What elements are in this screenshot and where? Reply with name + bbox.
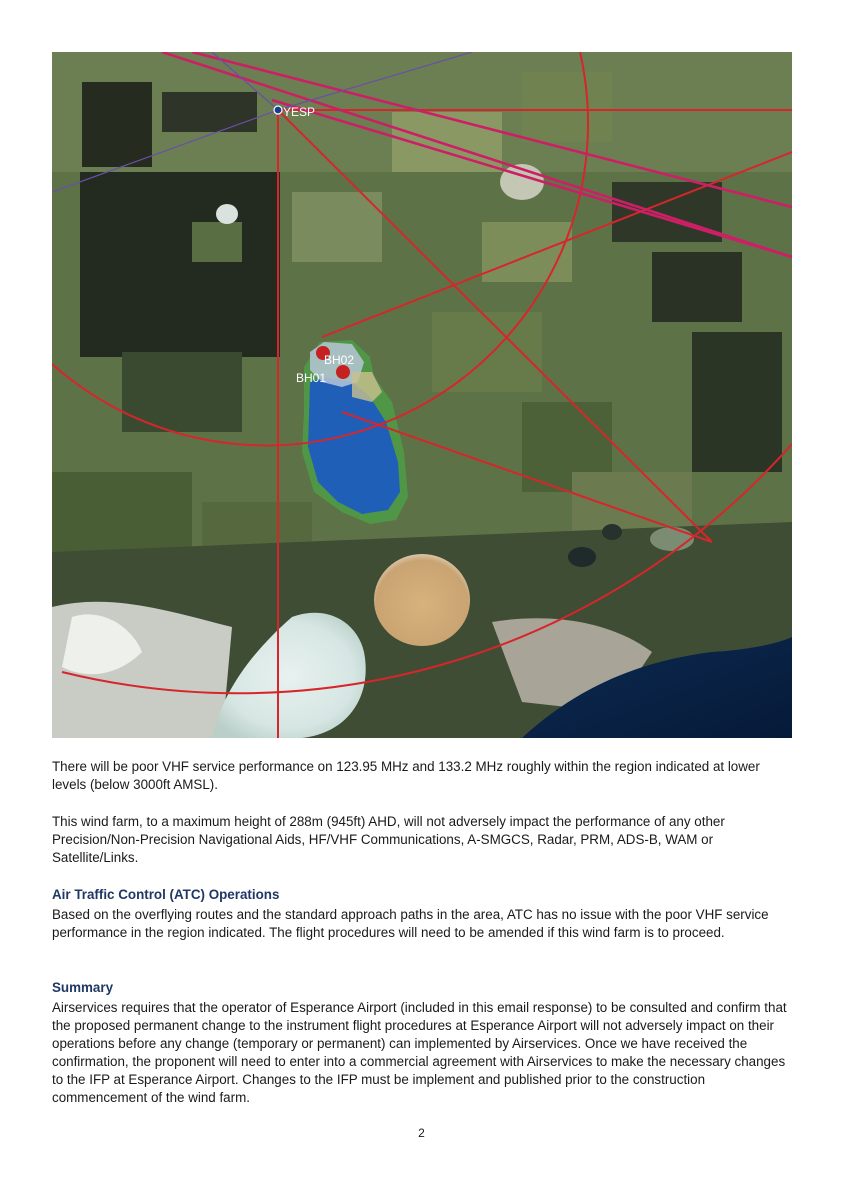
- site-label-bh01: BH01: [296, 371, 327, 385]
- summary-paragraph: Airservices requires that the operator of Esperance Airport (included in this email response) to be consulted and confirm that the proposed permanent change to the instrument flight procedures at Esperance Airport will not adversely impact on their operations before any change (temporary or permanent) can implemented by Airservices. Once we have received the confirmation, the proponent will need to enter into a commercial agreement with Airservices to make the necessary changes to the IFP at Esperance Airport. Changes to the IFP must be implement and published prior to the construction commencement of the wind farm.: [52, 1000, 787, 1105]
- airport-label: YESP: [283, 105, 316, 119]
- coverage-map-svg: [52, 52, 792, 738]
- site-label-bh02: BH02: [324, 353, 355, 367]
- wind-farm-paragraph: This wind farm, to a maximum height of 288m (945ft) AHD, will not adversely impact the performance of any other Precision/Non-Precision Navigational Aids, HF/VHF Communications, A-SMGCS, Radar, PRM, ADS-B, WAM or Satellite/Links.: [52, 814, 725, 865]
- lake-pink: [374, 554, 470, 646]
- summary-heading: Summary: [52, 980, 114, 995]
- turbine-marker-bh01: [336, 365, 350, 379]
- airport-icon: [274, 106, 282, 114]
- atc-heading: Air Traffic Control (ATC) Operations: [52, 887, 280, 902]
- coverage-map: [52, 52, 792, 738]
- page-number: 2: [418, 1126, 425, 1140]
- small-lake: [216, 204, 238, 224]
- vhf-performance-paragraph: There will be poor VHF service performance on 123.95 MHz and 133.2 MHz roughly within the region indicated at lower levels (below 3000ft AMSL).: [52, 759, 760, 792]
- atc-paragraph: Based on the overflying routes and the standard approach paths in the area, ATC has no issue with the poor VHF service performance in the region indicated. The flight procedures will need to be amended if this wind farm is to proceed.: [52, 907, 769, 940]
